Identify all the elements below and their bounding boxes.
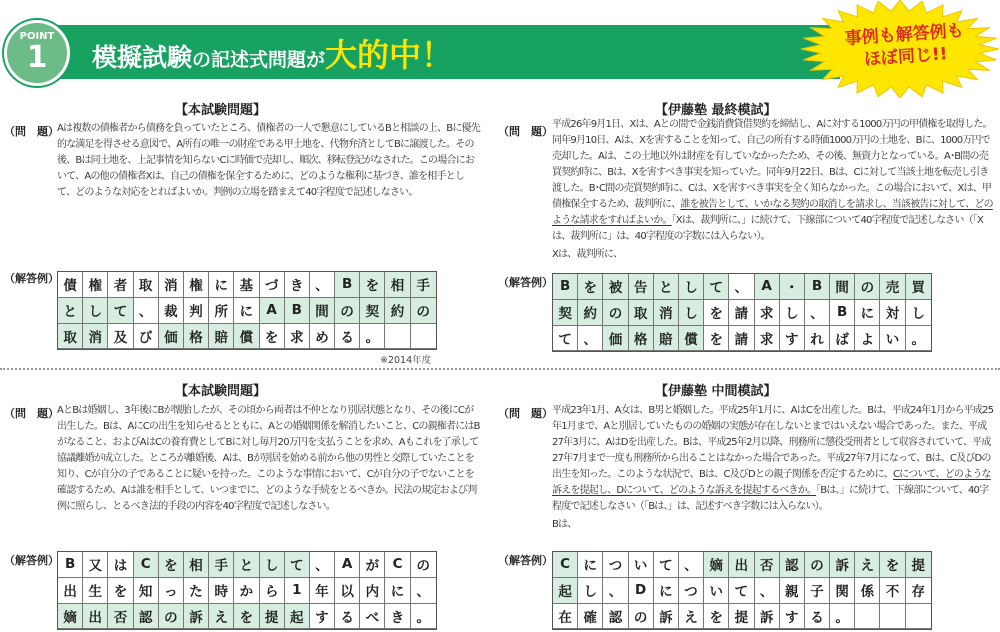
answer-grid-bl <box>57 551 437 630</box>
answer-cell: し <box>83 298 108 324</box>
burst-line-1: 事例も解答例も <box>844 20 965 50</box>
answer-cell: 知 <box>134 578 159 604</box>
answer-cell: づ <box>260 272 285 298</box>
answer-cell: 手 <box>411 272 436 298</box>
answer-cell: べ <box>360 604 385 630</box>
answer-cell: 基 <box>234 272 259 298</box>
section-divider <box>0 368 1000 370</box>
answer-label: （解答例） <box>4 272 59 285</box>
section-title-br: 【伊藤塾 中間模試】 <box>655 384 777 399</box>
answer-cell: の <box>159 604 184 630</box>
answer-cell: D <box>629 578 654 604</box>
answer-cell: つ <box>679 578 704 604</box>
answer-cell: B <box>335 272 360 298</box>
answer-cell: び <box>134 324 159 350</box>
answer-cell: て <box>553 326 578 352</box>
answer-cell: 相 <box>385 272 410 298</box>
answer-cell: 消 <box>654 300 679 326</box>
answer-cell: て <box>654 552 679 578</box>
answer-cell: 、 <box>411 578 436 604</box>
answer-cell: 償 <box>679 326 704 352</box>
answer-cell: す <box>310 604 335 630</box>
answer-cell: 契 <box>360 298 385 324</box>
answer-cell: 格 <box>184 324 209 350</box>
answer-cell: の <box>411 298 436 324</box>
answer-cell: A <box>755 274 780 300</box>
answer-cell: を <box>108 578 133 604</box>
answer-cell: 取 <box>58 324 83 350</box>
answer-lead: Bは、 <box>552 519 577 530</box>
question-text: 平成26年9月1日、Xは、Aとの間で金銭消費貸借契約を締結し、Aに対する1000万円の甲債権を取得した。同年9月10日、Aは、Xを害することを知って、自己の所有する時価1000万円の土地を、Bに、1000万円で売却した。Aは、この土地以外は財産を有していなかったため、その後、無資力となっている。A･B間の売買契約時に、Bは、Xを害すべき事実を知っていた。同年9月22日、Bは、Cに対して当該土地を転売し引き渡した。B･C間の売買契約時に、Cは、Xを害すべき事実を全く知らなかった。この場合において、Xは、甲債権保全するため、裁判所に、 <box>552 119 992 210</box>
answer-cell: 所 <box>209 298 234 324</box>
answer-cell: 1 <box>285 578 310 604</box>
answer-cell: 存 <box>906 578 931 604</box>
answer-cell: 格 <box>629 326 654 352</box>
question-label: （問 題） <box>4 125 59 138</box>
answer-cell: 、 <box>729 274 754 300</box>
answer-cell: 契 <box>553 300 578 326</box>
year-note: ※2014年度 <box>380 355 432 366</box>
title-part-c: 大的中！ <box>325 36 454 74</box>
answer-cell: 告 <box>629 274 654 300</box>
answer-cell: 、 <box>805 300 830 326</box>
answer-cell: い <box>880 326 905 352</box>
header-title <box>92 30 453 76</box>
answer-cell: 内 <box>360 578 385 604</box>
answer-cell: 約 <box>578 300 603 326</box>
answer-cell: 権 <box>184 272 209 298</box>
title-part-a: 模擬試験 <box>92 43 193 72</box>
answer-lead: Xは、裁判所に、 <box>552 249 623 260</box>
title-part-b: の記述式問題が <box>192 49 326 71</box>
answer-cell: と <box>234 552 259 578</box>
answer-cell: 求 <box>755 326 780 352</box>
answer-cell: え <box>679 604 704 630</box>
answer-cell: し <box>780 300 805 326</box>
answer-cell: に <box>654 578 679 604</box>
answer-cell: し <box>906 300 931 326</box>
badge-label: POINT <box>19 31 55 42</box>
answer-cell: き <box>285 272 310 298</box>
answer-cell: し <box>679 300 704 326</box>
answer-cell: 、 <box>310 272 335 298</box>
answer-cell: に <box>385 578 410 604</box>
answer-cell: C <box>385 552 410 578</box>
answer-cell: を <box>704 604 729 630</box>
answer-cell: れ <box>805 326 830 352</box>
answer-cell: に <box>209 272 234 298</box>
answer-cell: ら <box>260 578 285 604</box>
question-text: 平成23年1月、A女は、B男と婚姻した。平成25年1月に、AはCを出産した。Bは、平成24年1月から平成25年1月まで、Aと別居していたものの婚姻の実態が存在しないとまではいえない場合であった。また、平成27年3月に、AはDを出産した。Bは、平成25年2月以降、刑務所に懲役受刑者として収容されていて、平成27年7月まで一度も刑務所から出ることはなかった場合であった。平成27年7月になって、Bは、C及びDの出生を知った。このような状況で、Bは、C及びDとの親子関係を否定するために、 <box>552 405 994 480</box>
answer-cell: え <box>209 604 234 630</box>
answer-cell: 否 <box>755 552 780 578</box>
answer-cell: 対 <box>880 300 905 326</box>
answer-cell: え <box>855 552 880 578</box>
answer-cell: は <box>108 552 133 578</box>
answer-cell: て <box>704 274 729 300</box>
answer-cell: 提 <box>260 604 285 630</box>
question-text-tl: Aは複数の債権者から債務を負っていたところ、債権者の一人で懇意にしているBと相談の上、Bに優先的な満足を得させる意図で、A所有の唯一の財産である甲土地を、代物弁済としてBに譲渡した。その後、Bは同土地を、上記事情を知らないCに時価で売却し、順次、移転登記がなされた。この場合において、Aの他の債権者Xは、自己の債権を保全するために、どのような権利に基づき、誰を相手として、どのような対応をとればよいか。判例の立場を踏まえて40字程度で記述しなさい。 <box>57 123 480 198</box>
answer-cell: 。 <box>906 326 931 352</box>
answer-cell: か <box>234 578 259 604</box>
underlined-text: Cについて、どのような訴えを提起し、Dについて、どのような訴えを提起するべきか。 <box>552 469 991 496</box>
answer-label: （解答例） <box>498 554 553 567</box>
answer-cell: め <box>310 324 335 350</box>
answer-cell: 被 <box>603 274 628 300</box>
answer-cell: 生 <box>83 578 108 604</box>
answer-cell: き <box>385 604 410 630</box>
answer-cell: つ <box>603 552 628 578</box>
answer-label: （解答例） <box>498 276 553 289</box>
answer-cell: 時 <box>209 578 234 604</box>
answer-cell: 確 <box>578 604 603 630</box>
answer-cell: 子 <box>805 578 830 604</box>
answer-cell: 不 <box>880 578 905 604</box>
answer-cell: っ <box>159 578 184 604</box>
answer-cell: 、 <box>310 552 335 578</box>
answer-cell: を <box>704 300 729 326</box>
answer-cell: 、 <box>578 326 603 352</box>
point-badge <box>4 20 70 86</box>
answer-cell: を <box>260 324 285 350</box>
answer-grid-br <box>552 551 932 630</box>
answer-cell: 間 <box>830 274 855 300</box>
answer-cell: C <box>553 552 578 578</box>
answer-cell: を <box>360 272 385 298</box>
answer-cell: 関 <box>830 578 855 604</box>
answer-cell: 嫡 <box>704 552 729 578</box>
answer-cell: が <box>360 552 385 578</box>
answer-cell <box>385 324 410 350</box>
answer-cell: 提 <box>906 552 931 578</box>
answer-cell: 価 <box>603 326 628 352</box>
answer-cell: 者 <box>108 272 133 298</box>
answer-cell: 権 <box>83 272 108 298</box>
answer-cell: の <box>603 300 628 326</box>
answer-cell: 嫡 <box>58 604 83 630</box>
answer-cell: る <box>335 604 360 630</box>
answer-cell: 出 <box>729 552 754 578</box>
answer-cell: 起 <box>553 578 578 604</box>
answer-cell: 訴 <box>755 604 780 630</box>
answer-cell: に <box>855 300 880 326</box>
answer-cell: て <box>108 298 133 324</box>
answer-cell: を <box>159 552 184 578</box>
answer-cell: 判 <box>184 298 209 324</box>
answer-cell: い <box>629 552 654 578</box>
answer-cell: る <box>805 604 830 630</box>
answer-cell <box>906 604 931 630</box>
answer-cell: 起 <box>285 604 310 630</box>
answer-cell: 出 <box>58 578 83 604</box>
answer-cell: B <box>553 274 578 300</box>
section-title-tr: 【伊藤塾 最終模試】 <box>655 103 777 118</box>
answer-cell: B <box>285 298 310 324</box>
answer-cell: B <box>830 300 855 326</box>
answer-cell: 又 <box>83 552 108 578</box>
answer-cell: 提 <box>729 604 754 630</box>
answer-cell: し <box>260 552 285 578</box>
answer-cell: 請 <box>729 300 754 326</box>
answer-cell: 認 <box>603 604 628 630</box>
answer-cell: ・ <box>780 274 805 300</box>
answer-cell: た <box>184 578 209 604</box>
answer-cell: 求 <box>755 300 780 326</box>
answer-cell: て <box>729 578 754 604</box>
answer-cell: 請 <box>729 326 754 352</box>
answer-cell <box>411 324 436 350</box>
answer-cell: 否 <box>108 604 133 630</box>
question-text-br <box>552 403 994 533</box>
answer-cell: を <box>234 604 259 630</box>
burst-line-2: ほぼ同じ!! <box>863 44 949 70</box>
answer-cell: 消 <box>159 272 184 298</box>
answer-cell: 、 <box>679 552 704 578</box>
answer-cell: 認 <box>134 604 159 630</box>
answer-grid-tl <box>57 271 437 350</box>
answer-cell: を <box>578 274 603 300</box>
answer-cell: ば <box>830 326 855 352</box>
answer-cell: 、 <box>134 298 159 324</box>
answer-cell: 。 <box>411 604 436 630</box>
answer-cell: の <box>411 552 436 578</box>
answer-cell: を <box>880 552 905 578</box>
underlined-text: 誰を被告として、いかなる契約の取消しを請求し、当該被告に対して、どのような請求をすればよいか。 <box>552 199 993 226</box>
answer-cell: に <box>578 552 603 578</box>
answer-cell: 買 <box>906 274 931 300</box>
section-title-bl: 【本試験問題】 <box>175 384 267 399</box>
question-label: （問 題） <box>4 407 59 420</box>
answer-cell <box>880 604 905 630</box>
answer-cell: 相 <box>184 552 209 578</box>
answer-cell: 。 <box>830 604 855 630</box>
answer-cell: よ <box>855 326 880 352</box>
answer-cell <box>855 604 880 630</box>
question-label: （問 題） <box>498 407 553 420</box>
answer-cell: 訴 <box>830 552 855 578</box>
answer-cell: 約 <box>385 298 410 324</box>
answer-cell: 賠 <box>209 324 234 350</box>
answer-cell: す <box>780 326 805 352</box>
answer-cell: 手 <box>209 552 234 578</box>
answer-cell: の <box>855 274 880 300</box>
answer-cell: 売 <box>880 274 905 300</box>
question-text: 「Bは、」に続けて、下線部について、40字程度で記述しなさい（「Bは、」は、記述すべき字数には入らない）。 <box>552 485 989 512</box>
answer-cell: と <box>654 274 679 300</box>
answer-cell: 取 <box>629 300 654 326</box>
answer-cell: 取 <box>134 272 159 298</box>
answer-cell: て <box>285 552 310 578</box>
answer-cell: 債 <box>58 272 83 298</box>
answer-cell: 年 <box>310 578 335 604</box>
answer-cell: 親 <box>780 578 805 604</box>
answer-cell: 裁 <box>159 298 184 324</box>
answer-cell: 求 <box>285 324 310 350</box>
badge-number: 1 <box>26 40 48 75</box>
answer-cell: B <box>58 552 83 578</box>
answer-cell: を <box>704 326 729 352</box>
answer-cell: A <box>260 298 285 324</box>
answer-cell: の <box>805 552 830 578</box>
answer-cell: B <box>805 274 830 300</box>
question-text: 「Xは、裁判所に、」に続けて、下線部について40字程度で記述しなさい（「Xは、裁判所に」は、40字程度の字数には入らない）。 <box>552 215 984 242</box>
answer-cell: 賠 <box>654 326 679 352</box>
answer-cell: 、 <box>603 578 628 604</box>
answer-cell: 消 <box>83 324 108 350</box>
answer-cell: 出 <box>83 604 108 630</box>
answer-cell: 、 <box>755 578 780 604</box>
question-text-tr <box>552 117 994 263</box>
answer-cell: 。 <box>360 324 385 350</box>
question-text-bl: AとBは婚姻し、3年後にBが懐胎したが、その頃から両者は不仲となり別居状態となり、その後にCが出生した。Bは、AにCの出生を知らせるとともに、Aとの婚姻関係を解消したいこと、Cの親権者にはBがなること、およびAはCの養育費としてBに対し毎月20万円を支払うことを求め、Aもこれを了承して協議離婚が成立した。ところが離婚後、Aは、Bが別居を始める前から他の男性と交際していたことを知り、Cが自分の子であることに疑いを持った。このような事情において、Cが自分の子でないことを確認するため、Aは誰を相手として、いつまでに、どのような手続をとるべきか。民法の規定および判例に照らし、とるべき法的手段の内容を40字程度で記述しなさい。 <box>57 405 480 512</box>
answer-cell: 訴 <box>184 604 209 630</box>
section-title-tl: 【本試験問題】 <box>175 103 267 118</box>
answer-cell: の <box>629 604 654 630</box>
answer-grid-tr <box>552 273 932 352</box>
answer-label: （解答例） <box>4 554 59 567</box>
answer-cell: す <box>780 604 805 630</box>
answer-cell: い <box>704 578 729 604</box>
answer-cell: 認 <box>780 552 805 578</box>
answer-cell: C <box>134 552 159 578</box>
answer-cell: し <box>578 578 603 604</box>
answer-cell: し <box>679 274 704 300</box>
answer-cell: 償 <box>234 324 259 350</box>
answer-cell: 係 <box>855 578 880 604</box>
answer-cell: る <box>335 324 360 350</box>
answer-cell: の <box>335 298 360 324</box>
answer-cell: 以 <box>335 578 360 604</box>
answer-cell: 及 <box>108 324 133 350</box>
answer-cell: 間 <box>310 298 335 324</box>
answer-cell: A <box>335 552 360 578</box>
answer-cell: 価 <box>159 324 184 350</box>
answer-cell: と <box>58 298 83 324</box>
question-label: （問 題） <box>498 125 553 138</box>
answer-cell: 在 <box>553 604 578 630</box>
answer-cell: 訴 <box>654 604 679 630</box>
answer-cell: に <box>234 298 259 324</box>
